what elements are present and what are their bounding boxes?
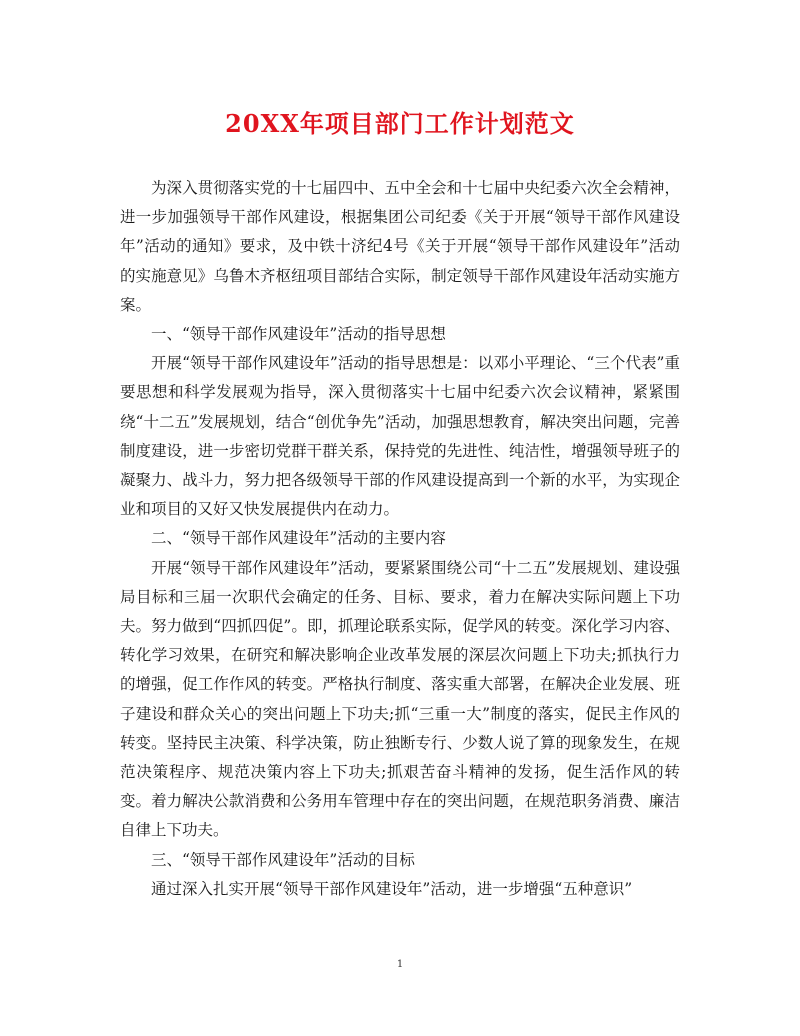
paragraph-main-content: 开展“领导干部作风建设年”活动，要紧紧围绕公司“十二五”发展规划、建设强局目标和三届一次职代会确定的任务、目标、要求，着力在解决实际问题上下功夫。努力做到“四抓四促”。即，抓理论联系实际，促学风的转变。深化学习内容、转化学习效果，在研究和解决影响企业改革发展的深层次问题上下功夫;抓执行力的增强，促工作作风的转变。严格执行制度、落实重大部署，在解决企业发展、班子建设和群众关心的突出问题上下功夫;抓“三重一大”制度的落实，促民主作风的转变。坚持民主决策、科学决策，防止独断专行、少数人说了算的现象发生，在规范决策程序、规范决策内容上下功夫;抓艰苦奋斗精神的发扬，促生活作风的转变。着力解决公款消费和公务用车管理中存在的突出问题，在规范职务消费、廉洁自律上下功夫。	[120, 558, 680, 840]
document-body	[120, 174, 680, 904]
paragraph-intro: 为深入贯彻落实党的十七届四中、五中全会和十七届中央纪委六次全会精神，进一步加强领导干部作风建设，根据集团公司纪委《关于开展“领导干部作风建设年”活动的通知》要求，及中铁十济纪4号《关于开展“领导干部作风建设年”活动的实施意见》乌鲁木齐枢纽项目部结合实际，制定领导干部作风建设年活动实施方案。	[120, 179, 680, 314]
paragraph-objectives: 通过深入扎实开展“领导干部作风建设年”活动，进一步增强“五种意识”	[151, 879, 633, 898]
page-title: 20XX年项目部门工作计划范文	[225, 109, 575, 138]
section-heading-3: 三、“领导干部作风建设年”活动的目标	[151, 850, 415, 869]
paragraph-guiding-ideology: 开展“领导干部作风建设年”活动的指导思想是：以邓小平理论、“三个代表”重要思想和科学发展观为指导，深入贯彻落实十七届中纪委六次会议精神，紧紧围绕“十二五”发展规划，结合“创优争先”活动，加强思想教育，解决突出问题，完善制度建设，进一步密切党群干群关系，保持党的先进性、纯洁性，增强领导班子的凝聚力、战斗力，努力把各级领导干部的作风建设提高到一个新的水平，为实现企业和项目的又好又快发展提供内在动力。	[120, 354, 680, 519]
section-heading-1: 一、“领导干部作风建设年”活动的指导思想	[151, 325, 446, 344]
page-number: 1	[396, 959, 404, 970]
section-heading-2: 二、“领导干部作风建设年”活动的主要内容	[151, 529, 446, 548]
